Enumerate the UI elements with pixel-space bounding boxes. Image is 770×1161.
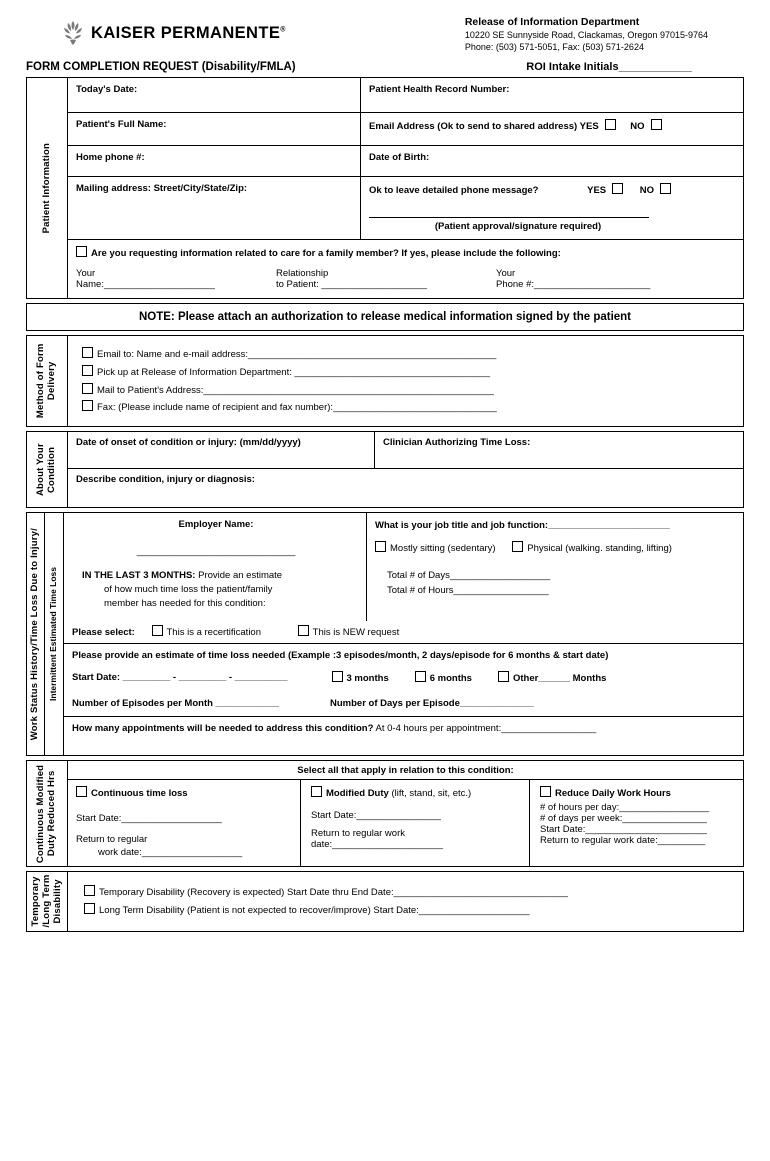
- delivery-option-fax[interactable]: Fax: (Please include name of recipient and fax number):_______________________________: [82, 400, 735, 415]
- field-onset-date[interactable]: Date of onset of condition or injury: (mm/dd/yyyy): [76, 437, 301, 449]
- detailed-msg-yes-checkbox[interactable]: [612, 183, 623, 194]
- continuous-time-loss-checkbox[interactable]: [76, 786, 87, 797]
- field-home-phone[interactable]: Home phone #:: [76, 152, 145, 163]
- disability-section: [26, 871, 744, 932]
- email-no-checkbox[interactable]: [651, 119, 662, 130]
- field-date-of-birth[interactable]: Date of Birth:: [360, 146, 743, 176]
- family-member-checkbox[interactable]: [76, 246, 87, 257]
- detailed-msg-no-checkbox[interactable]: [660, 183, 671, 194]
- temporary-disability-option[interactable]: Temporary Disability (Recovery is expected) Start Date thru End Date:_________________________________: [84, 885, 735, 900]
- kaiser-permanente-logo-icon: [62, 20, 84, 46]
- days-per-week-field[interactable]: # of days per week:________________: [540, 813, 707, 825]
- work-status-section: Work Status History/Time Loss Due to Injury/ Intermittent Estimated Time Loss Employer Name: ______________________________ IN THE LAST 3 MONTHS: Provide an estimate of how much time loss the patient/family member has needed for this condition: What is your job title and job function:_______________________ Mostly sitting (sedentary) Physical (walking. standing, lifting) Total # of Days___________________ Total # of Hours__________________ Please select: This is a recertification This is NEW request Please provide an estimate of time loss needed (Example :3 episodes/month, 2 days/episode for 6 months & start date) Start Date: _________ - _________ - __________ 3 months 6 months Other______ Months Number of Episodes per Month ____________ Number of Days per Episode______________ How many appointments will be needed to address this condition? At 0-4 hours per appointment:__________________: [26, 512, 744, 756]
- new-request-checkbox[interactable]: [298, 625, 309, 636]
- please-select-label: Please select:: [72, 627, 135, 639]
- duty-side-label: Continuous Modified Duty Reduced Hrs: [27, 761, 68, 866]
- delivery-option-pickup[interactable]: Pick up at Release of Information Department: _____________________________________: [82, 365, 735, 380]
- hours-per-day-field[interactable]: # of hours per day:_________________: [540, 802, 710, 814]
- continuous-return-date[interactable]: work date:___________________: [98, 847, 243, 859]
- delivery-method-side-label: Method of Form Delivery: [27, 336, 68, 426]
- approval-note: (Patient approval/signature required): [434, 221, 602, 232]
- brand-name-text: KAISER PERMANENTE: [91, 23, 281, 42]
- field-detailed-phone-message[interactable]: Ok to leave detailed phone message? YES NO (Patient approval/signature required): [360, 177, 743, 239]
- long-term-disability-option[interactable]: Long Term Disability (Patient is not expected to recover/improve) Start Date:_____________________: [84, 903, 735, 918]
- department-phone: Phone: (503) 571-5051, Fax: (503) 571-2624: [464, 42, 644, 52]
- brand-logo: [26, 14, 286, 46]
- signature-line[interactable]: [369, 207, 649, 218]
- family-member-question[interactable]: Are you requesting information related to care for a family member? If yes, please include the following:: [76, 246, 735, 259]
- reduce-start-date[interactable]: Start Date:_______________________: [540, 824, 707, 836]
- reduce-hours-checkbox[interactable]: [540, 786, 551, 797]
- your-phone-field[interactable]: Your Phone #:______________________: [496, 268, 651, 290]
- modified-start-date[interactable]: Start Date:________________: [311, 810, 441, 822]
- work-status-side-label-2: Intermittent Estimated Time Loss: [45, 513, 64, 755]
- field-email-address[interactable]: Email Address (Ok to send to shared address) YES NO: [360, 113, 743, 145]
- modified-return-date[interactable]: date:_____________________: [311, 839, 444, 851]
- duty-section: Continuous Modified Duty Reduced Hrs Select all that apply in relation to this condition: Continuous time loss Start Date:___________________ Return to regular work date:___________________ Modified Duty (lift, stand, sit, etc.) Start Date:________________ Return to regular work date:_____________________ Reduce Daily Work Hours # of hours per day:_________________ # of days per week:________________ Start Date:_______________________ Return to regular work date:_________: [26, 760, 744, 867]
- fax-delivery-checkbox[interactable]: [82, 400, 93, 411]
- page-title: FORM COMPLETION REQUEST (Disability/FMLA): [26, 61, 296, 73]
- episodes-per-month-field[interactable]: Number of Episodes per Month ____________: [72, 698, 279, 710]
- delivery-option-mail[interactable]: Mail to Patient's Address:_______________________________________________________: [82, 383, 735, 398]
- email-delivery-checkbox[interactable]: [82, 347, 93, 358]
- field-describe-condition[interactable]: Describe condition, injury or diagnosis:: [68, 468, 743, 507]
- condition-section: [26, 431, 744, 508]
- start-date-field[interactable]: Start Date: _________ - _________ - __________: [72, 672, 288, 684]
- recertification-checkbox[interactable]: [152, 625, 163, 636]
- total-days-field[interactable]: Total # of Days___________________: [387, 569, 551, 581]
- appointments-field[interactable]: At 0-4 hours per appointment:__________________: [373, 723, 597, 735]
- total-hours-field[interactable]: Total # of Hours__________________: [387, 584, 549, 596]
- pickup-delivery-checkbox[interactable]: [82, 365, 93, 376]
- mostly-sitting-checkbox[interactable]: [375, 541, 386, 552]
- field-todays-date[interactable]: Today's Date:: [76, 84, 138, 95]
- job-title-field[interactable]: What is your job title and job function:_______________________: [375, 520, 670, 532]
- email-yes-checkbox[interactable]: [605, 119, 616, 130]
- delivery-option-email[interactable]: Email to: Name and e-mail address:_______________________________________________: [82, 347, 735, 362]
- relationship-field[interactable]: Relationship to Patient: ____________________: [276, 268, 428, 290]
- six-months-checkbox[interactable]: [415, 671, 426, 682]
- last-3-months-label: IN THE LAST 3 MONTHS:: [82, 570, 196, 582]
- reduce-hours-option[interactable]: Reduce Daily Work Hours: [540, 786, 737, 799]
- estimate-instructions: Please provide an estimate of time loss needed (Example :3 episodes/month, 2 days/episode for 6 months & start date): [72, 650, 609, 662]
- modified-duty-option[interactable]: Modified Duty (lift, stand, sit, etc.): [311, 786, 523, 799]
- patient-information-section: [26, 77, 744, 299]
- modified-duty-checkbox[interactable]: [311, 786, 322, 797]
- roi-intake-initials: ROI Intake Initials____________: [526, 61, 692, 73]
- three-months-checkbox[interactable]: [332, 671, 343, 682]
- field-patient-full-name[interactable]: Patient's Full Name:: [76, 119, 167, 130]
- reduce-return-date[interactable]: Return to regular work date:_________: [540, 835, 706, 847]
- department-address: 10220 SE Sunnyside Road, Clackamas, Oregon 97015-9764: [464, 30, 708, 40]
- field-clinician[interactable]: Clinician Authorizing Time Loss:: [374, 432, 743, 468]
- brand-name: [91, 24, 286, 43]
- department-name: Release of Information Department: [464, 16, 640, 28]
- field-mailing-address[interactable]: Mailing address: Street/City/State/Zip:: [76, 183, 248, 194]
- mail-delivery-checkbox[interactable]: [82, 383, 93, 394]
- field-health-record-number[interactable]: Patient Health Record Number:: [360, 78, 743, 112]
- authorization-note: NOTE: Please attach an authorization to release medical information signed by the patient: [26, 303, 744, 331]
- your-name-field[interactable]: Your Name:_____________________: [76, 268, 215, 290]
- physical-checkbox[interactable]: [512, 541, 523, 552]
- employer-name-label: Employer Name:: [178, 519, 254, 531]
- continuous-time-loss-option[interactable]: Continuous time loss: [76, 786, 294, 801]
- other-months-checkbox[interactable]: [498, 671, 509, 682]
- select-all-label: Select all that apply in relation to this condition:: [297, 765, 514, 777]
- continuous-start-date[interactable]: Start Date:___________________: [76, 812, 222, 824]
- page-header: [26, 14, 744, 52]
- patient-information-side-label: Patient Information: [27, 78, 68, 298]
- registered-mark: ®: [280, 26, 286, 33]
- work-status-side-label: Work Status History/Time Loss Due to Injury/: [27, 513, 45, 755]
- days-per-episode-field[interactable]: Number of Days per Episode______________: [330, 698, 534, 710]
- disability-side-label: Temporary /Long Term Disability: [27, 872, 68, 931]
- long-term-disability-checkbox[interactable]: [84, 903, 95, 914]
- condition-side-label: About Your Condition: [27, 432, 68, 507]
- delivery-method-section: [26, 335, 744, 427]
- appointments-question: How many appointments will be needed to address this condition?: [72, 723, 374, 735]
- department-block: [465, 14, 744, 52]
- form-title-row: [26, 61, 744, 73]
- temporary-disability-checkbox[interactable]: [84, 885, 95, 896]
- employer-name-input[interactable]: ______________________________: [136, 546, 296, 558]
